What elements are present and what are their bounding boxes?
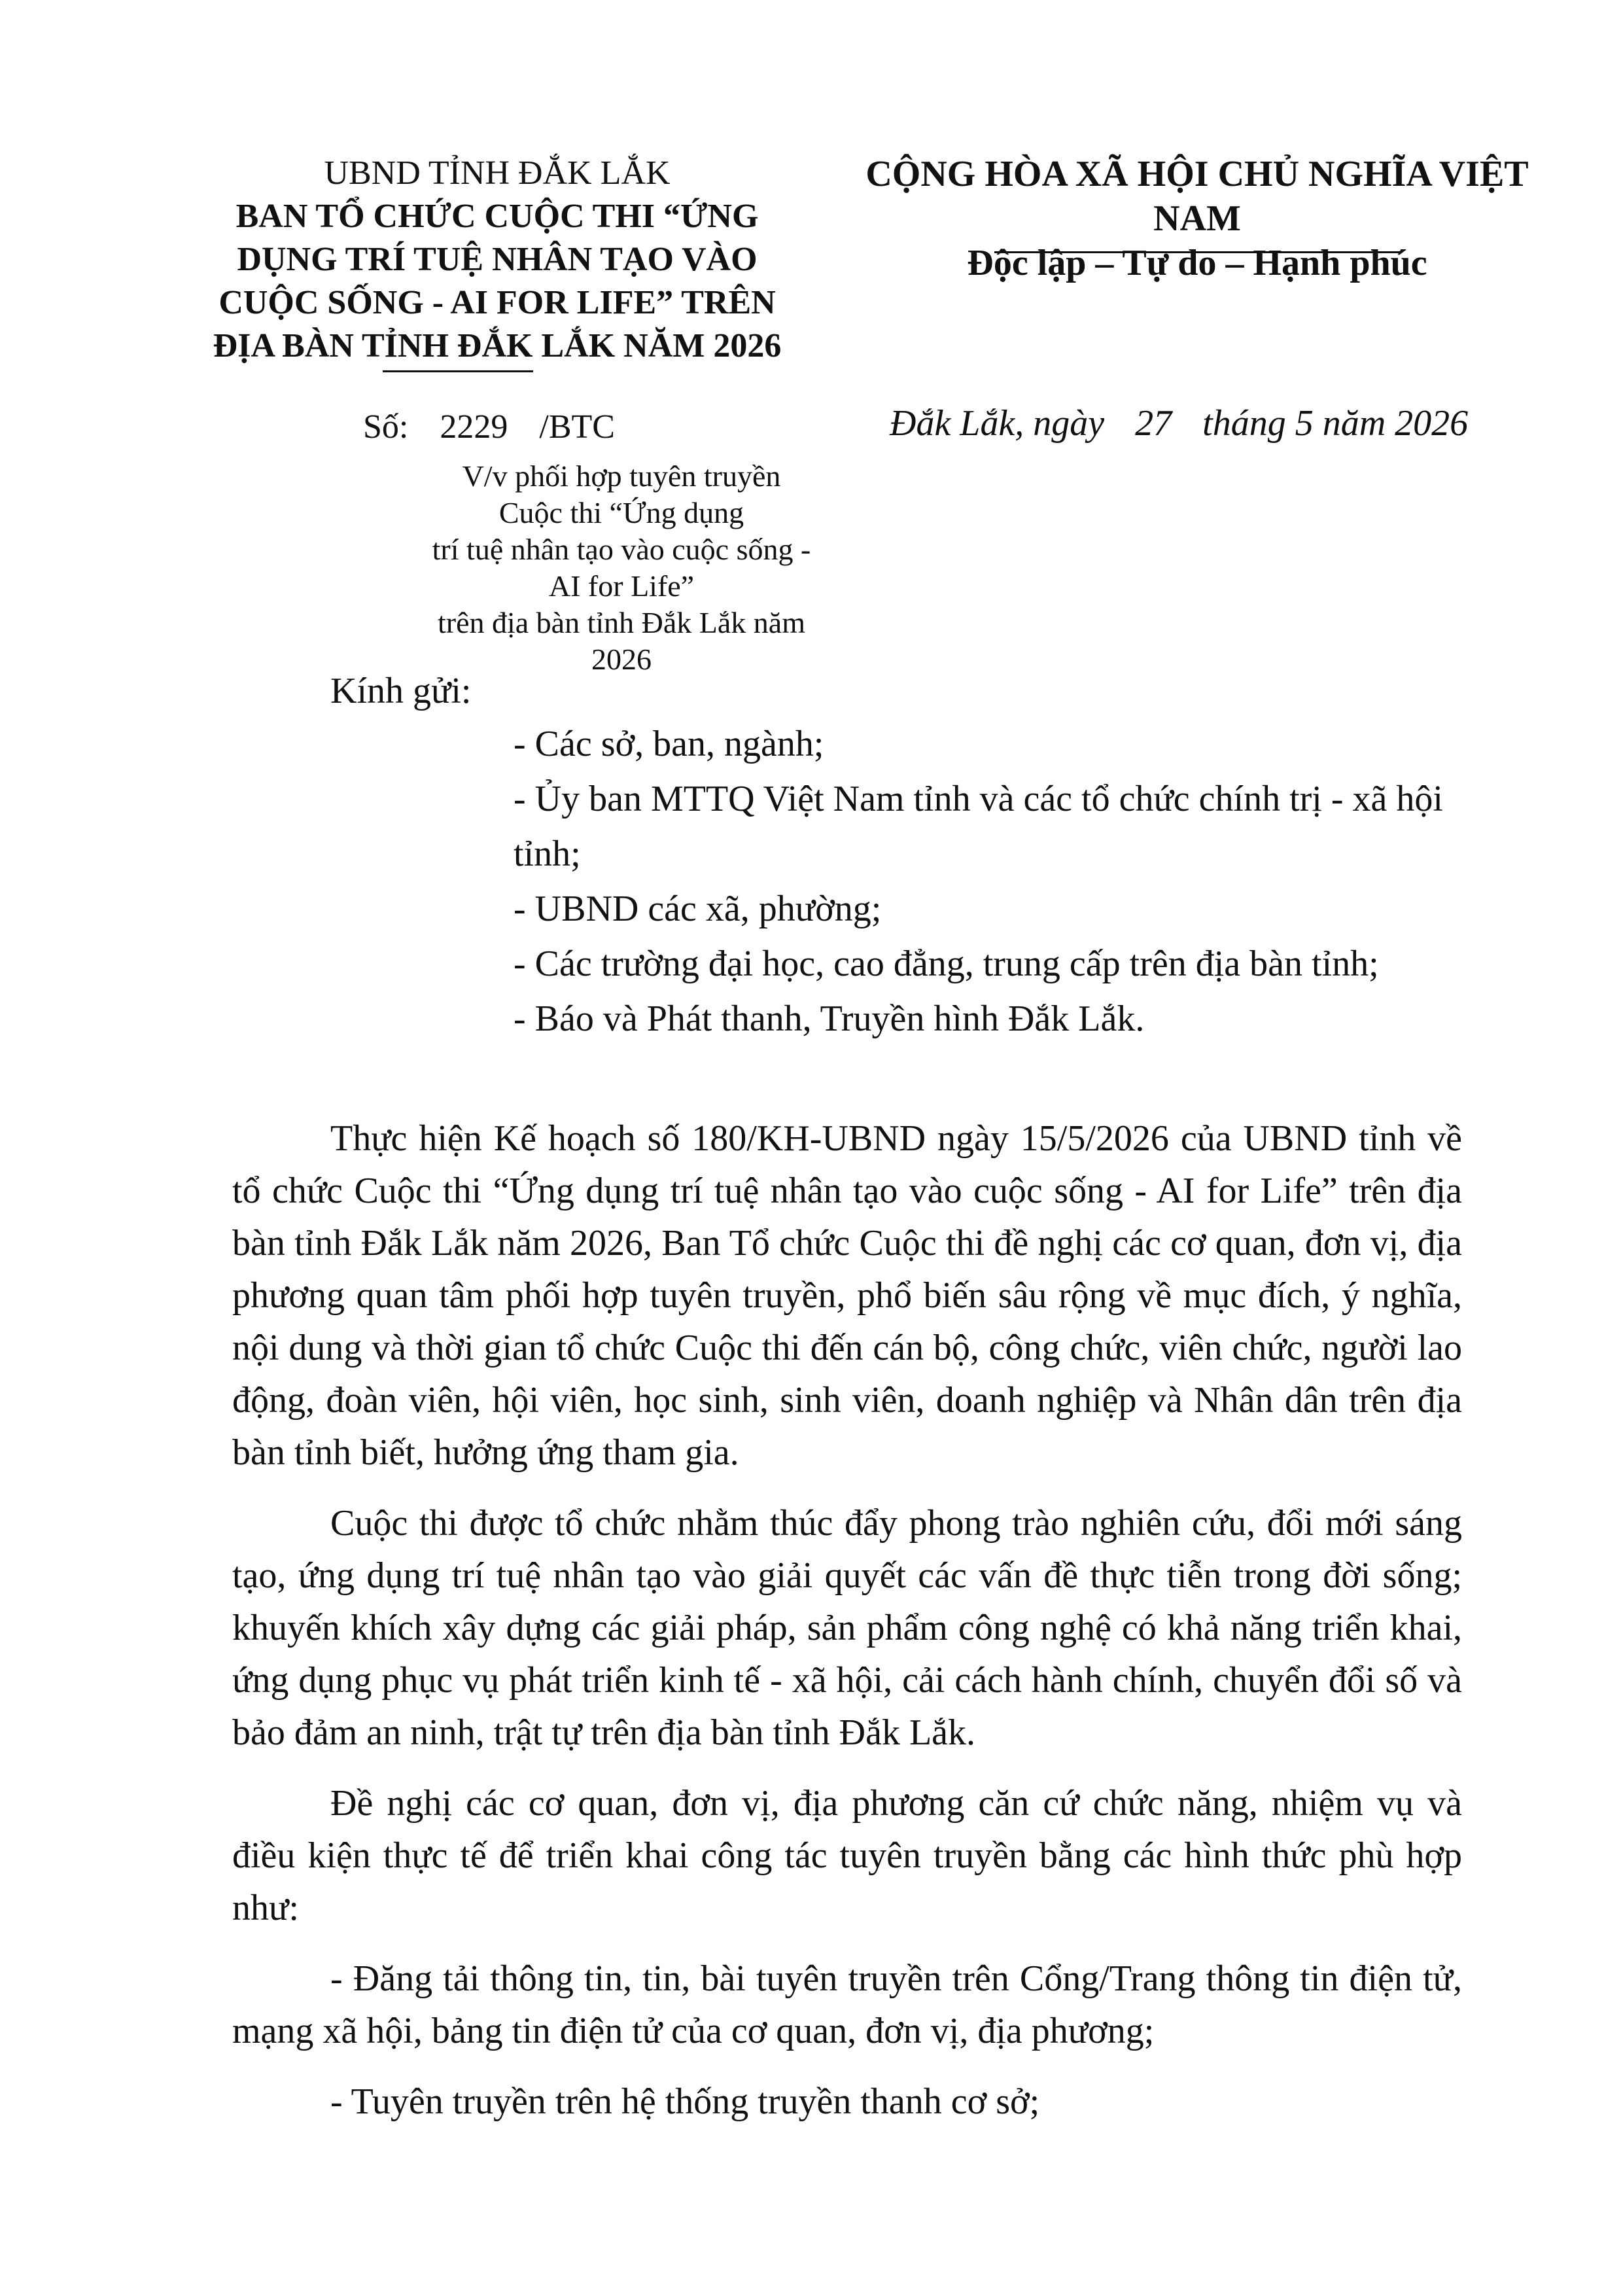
document-body — [232, 1112, 1462, 2146]
salutation: Kính gửi: — [330, 671, 472, 711]
document-subject — [432, 458, 811, 678]
date-line — [890, 400, 1468, 446]
recipient-item: - Các trường đại học, cao đẳng, trung cấp trên địa bàn tỉnh; — [514, 944, 1379, 984]
issuing-organization-line: DỤNG TRÍ TUỆ NHÂN TẠO VÀO — [237, 241, 758, 278]
national-header — [818, 152, 1577, 285]
document-number-suffix: /BTC — [539, 408, 615, 446]
subject-line: trên địa bàn tỉnh Đắk Lắk năm 2026 — [437, 606, 806, 676]
issuing-organization — [183, 195, 811, 368]
date-month-year: tháng 5 năm 2026 — [1202, 403, 1469, 444]
issuing-organization-line: BAN TỔ CHỨC CUỘC THI “ỨNG — [236, 198, 759, 235]
recipient-list — [514, 716, 1508, 1046]
body-paragraph: - Đăng tải thông tin, tin, bài tuyên truyền trên Cổng/Trang thông tin điện tử, mạng xã hội, bảng tin điện tử của cơ quan, đơn vị, địa phương; — [232, 1958, 1462, 2051]
date-day: 27 — [1135, 403, 1172, 444]
subject-line: trí tuệ nhân tạo vào cuộc sống - AI for Life” — [432, 533, 811, 603]
left-header-underline — [383, 370, 533, 372]
date-place: Đắk Lắk, ngày — [890, 403, 1105, 444]
body-paragraph: - Tuyên truyền trên hệ thống truyền thanh cơ sở; — [330, 2081, 1040, 2122]
issuing-authority-header — [183, 152, 811, 368]
document-number-prefix: Số: — [363, 408, 409, 446]
recipient-item: - Báo và Phát thanh, Truyền hình Đắk Lắk. — [514, 998, 1145, 1039]
body-paragraph: Thực hiện Kế hoạch số 180/KH-UBND ngày 15/5/2026 của UBND tỉnh về tổ chức Cuộc thi “Ứng dụng trí tuệ nhân tạo vào cuộc sống - AI for Life” trên địa bàn tỉnh Đắk Lắk năm 2026, Ban Tổ chức Cuộc thi đề nghị các cơ quan, đơn vị, địa phương quan tâm phối hợp tuyên truyền, phổ biến sâu rộng về mục đích, ý nghĩa, nội dung và thời gian tổ chức Cuộc thi đến cán bộ, công chức, viên chức, người lao động, đoàn viên, hội viên, học sinh, sinh viên, doanh nghiệp và Nhân dân trên địa bàn tỉnh biết, hưởng ứng tham gia. — [232, 1118, 1462, 1473]
body-paragraph: Đề nghị các cơ quan, đơn vị, địa phương căn cứ chức năng, nhiệm vụ và điều kiện thực tế để triển khai công tác tuyên truyền bằng các hình thức phù hợp như: — [232, 1783, 1462, 1928]
subject-line: V/v phối hợp tuyên truyền Cuộc thi “Ứng dụng — [462, 459, 781, 529]
national-motto: Độc lập – Tự do – Hạnh phúc — [967, 243, 1427, 283]
parent-agency: UBND TỈNH ĐẮK LẮK — [324, 154, 671, 192]
national-title: CỘNG HÒA XÃ HỘI CHỦ NGHĨA VIỆT NAM — [865, 154, 1529, 239]
document-number-value: 2229 — [440, 408, 508, 446]
motto-underline — [994, 251, 1400, 253]
body-paragraph: Cuộc thi được tổ chức nhằm thúc đẩy phong trào nghiên cứu, đổi mới sáng tạo, ứng dụng trí tuệ nhân tạo vào giải quyết các vấn đề thực tiễn trong đời sống; khuyến khích xây dựng các giải pháp, sản phẩm công nghệ có khả năng triển khai, ứng dụng phục vụ phát triển kinh tế - xã hội, cải cách hành chính, chuyển đổi số và bảo đảm an ninh, trật tự trên địa bàn tỉnh Đắk Lắk. — [232, 1503, 1462, 1753]
document-number — [363, 406, 615, 449]
recipient-item: - Các sở, ban, ngành; — [514, 724, 824, 764]
recipient-item: - Ủy ban MTTQ Việt Nam tỉnh và các tổ chức chính trị - xã hội tỉnh; — [514, 779, 1443, 874]
issuing-organization-line: CUỘC SỐNG - AI FOR LIFE” TRÊN — [218, 284, 776, 321]
recipient-item: - UBND các xã, phường; — [514, 889, 882, 929]
issuing-organization-line: ĐỊA BÀN TỈNH ĐẮK LẮK NĂM 2026 — [213, 327, 782, 364]
